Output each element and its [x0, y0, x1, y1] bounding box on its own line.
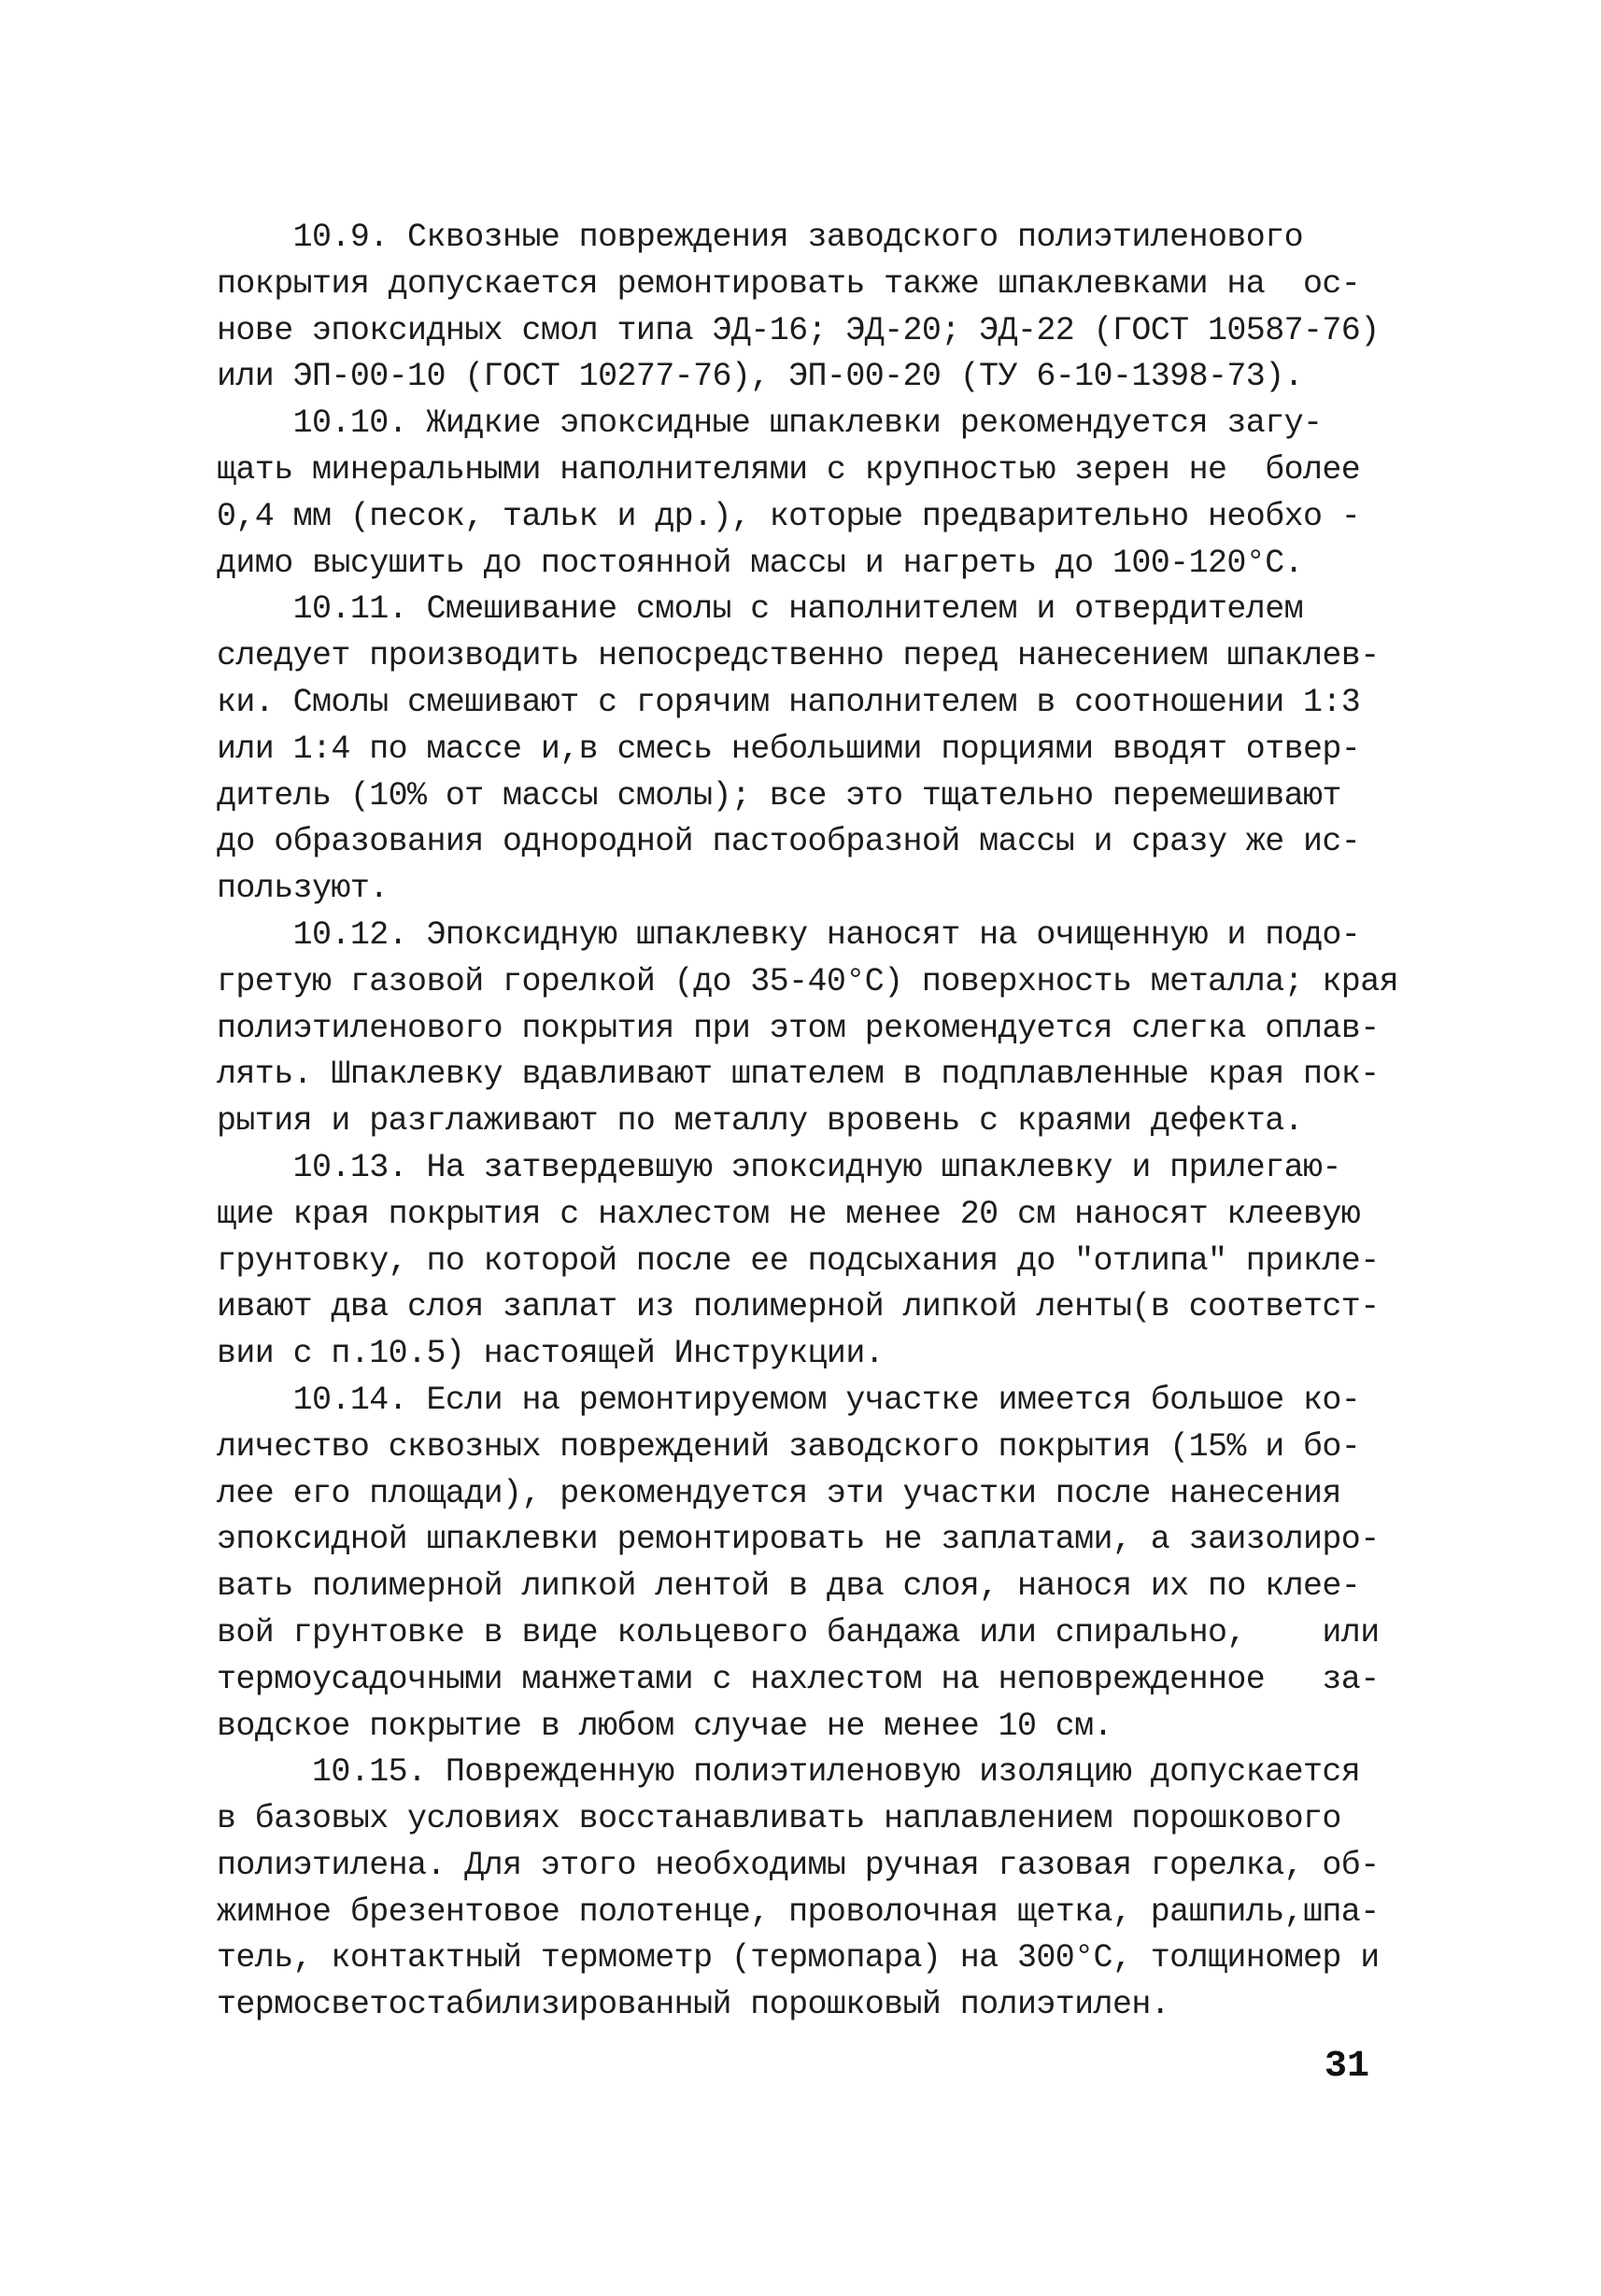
text-line: 10.15. Поврежденную полиэтиленовую изоляцию допускается: [217, 1753, 1361, 1792]
text-line: до образования однородной пастообразной массы и сразу же ис-: [217, 823, 1361, 861]
text-line: эпоксидной шпаклевки ремонтировать не заплатами, а заизолиро-: [217, 1521, 1380, 1559]
text-line: ивают два слоя заплат из полимерной липкой ленты(в соответст-: [217, 1288, 1380, 1326]
paragraph-10-12: [217, 913, 1422, 1145]
text-line: вии с п.10.5) настоящей Инструкции.: [217, 1335, 885, 1373]
text-line: ки. Смолы смешивают с горячим наполнителем в соотношении 1:3: [217, 683, 1361, 721]
text-line: пользуют.: [217, 870, 389, 908]
text-line: 10.9. Сквозные повреждения заводского полиэтиленового: [217, 219, 1303, 256]
text-line: 10.12. Эпоксидную шпаклевку наносят на очищенную и подо-: [217, 915, 1361, 954]
text-line: щие края покрытия с нахлестом не менее 20 см наносят клеевую: [217, 1195, 1361, 1233]
paragraph-10-15: [217, 1750, 1422, 2029]
body-text: [217, 215, 1422, 2029]
text-line: вой грунтовке в виде кольцевого бандажа или спирально, или: [217, 1613, 1380, 1651]
text-line: гретую газовой горелкой (до 35-40°С) поверхность металла; края: [217, 962, 1399, 1000]
text-line: 0,4 мм (песок, тальк и др.), которые предварительно необхо -: [217, 497, 1361, 535]
text-line: полиэтилена. Для этого необходимы ручная газовая горелка, об-: [217, 1846, 1380, 1884]
text-line: 10.10. Жидкие эпоксидные шпаклевки рекомендуется загу-: [217, 404, 1323, 443]
text-line: или 1:4 по массе и,в смесь небольшими порциями вводят отвер-: [217, 730, 1361, 768]
text-line: щать минеральными наполнителями с крупностью зерен не более: [217, 450, 1361, 489]
paragraph-10-10: [217, 401, 1422, 587]
paragraph-10-14: [217, 1378, 1422, 1750]
text-line: термосветостабилизированный порошковый полиэтилен.: [217, 1986, 1170, 2024]
text-line: грунтовку, по которой после ее подсыхания до "отлипа" прикле-: [217, 1241, 1380, 1280]
text-line: вать полимерной липкой лентой в два слоя, нанося их по клее-: [217, 1567, 1361, 1606]
paragraph-10-13: [217, 1145, 1422, 1378]
text-line: полиэтиленового покрытия при этом рекомендуется слегка оплав-: [217, 1009, 1380, 1047]
text-line: дитель (10% от массы смолы); все это тщательно перемешивают: [217, 776, 1341, 815]
paragraph-10-9: [217, 215, 1422, 401]
text-line: термоусадочными манжетами с нахлестом на неповрежденное за-: [217, 1660, 1380, 1698]
paragraph-10-11: [217, 587, 1422, 913]
text-line: тель, контактный термометр (термопара) на 300°С, толщиномер и: [217, 1939, 1380, 1977]
text-line: следует производить непосредственно перед нанесением шпаклев-: [217, 637, 1380, 675]
text-line: рытия и разглаживают по металлу вровень с краями дефекта.: [217, 1102, 1303, 1141]
text-line: покрытия допускается ремонтировать также шпаклевками на ос-: [217, 264, 1361, 303]
text-line: димо высушить до постоянной массы и нагреть до 100-120°С.: [217, 544, 1303, 582]
text-line: лять. Шпаклевку вдавливают шпателем в подплавленные края пок-: [217, 1056, 1380, 1094]
page-number: 31: [1325, 2046, 1370, 2088]
text-line: 10.11. Смешивание смолы с наполнителем и отвердителем: [217, 590, 1303, 629]
text-line: водское покрытие в любом случае не менее 10 см.: [217, 1707, 1112, 1745]
text-line: или ЭП-00-10 (ГОСТ 10277-76), ЭП-00-20 (ТУ 6-10-1398-73).: [217, 358, 1303, 396]
text-line: лее его площади), рекомендуется эти участки после нанесения: [217, 1474, 1341, 1512]
text-line: нове эпоксидных смол типа ЭД-16; ЭД-20; ЭД-22 (ГОСТ 10587-76): [217, 311, 1380, 349]
text-line: в базовых условиях восстанавливать наплавлением порошкового: [217, 1800, 1341, 1838]
text-line: личество сквозных повреждений заводского покрытия (15% и бо-: [217, 1427, 1361, 1466]
text-line: 10.13. На затвердевшую эпоксидную шпаклевку и прилегаю-: [217, 1148, 1341, 1186]
text-line: жимное брезентовое полотенце, проволочная щетка, рашпиль,шпа-: [217, 1892, 1380, 1931]
text-line: 10.14. Если на ремонтируемом участке имеется большое ко-: [217, 1381, 1361, 1419]
